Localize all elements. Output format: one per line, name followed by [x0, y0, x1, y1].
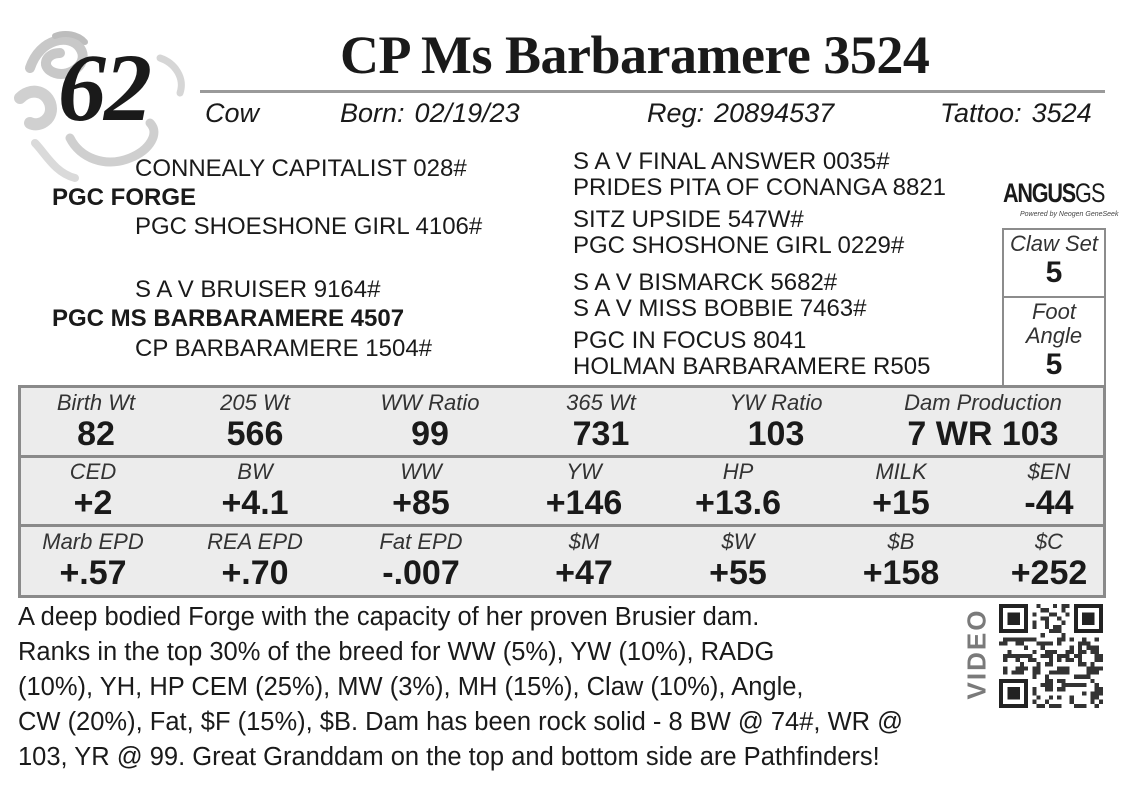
perf-label: $M	[568, 529, 600, 554]
description-line: (10%), YH, HP CEM (25%), MW (3%), MH (15%), Claw (10%), Angle,	[18, 673, 804, 701]
perf-cell	[8, 527, 178, 591]
description-text	[18, 600, 963, 775]
perf-label: YW Ratio	[729, 390, 823, 415]
perf-value: -44	[1024, 484, 1074, 522]
perf-label: 365 Wt	[566, 390, 636, 415]
pedigree-right-3: SITZ UPSIDE 547W#	[573, 206, 804, 233]
foot-angle-cell	[1004, 298, 1104, 386]
perf-value: +252	[1010, 554, 1088, 592]
animal-name-title: CP Ms Barbaramere 3524	[340, 25, 930, 85]
pedigree-right-8: HOLMAN BARBARAMERE R505	[573, 353, 931, 380]
video-label: VIDEO	[961, 608, 992, 700]
pedigree-sire: PGC FORGE	[52, 184, 197, 211]
perf-label: Birth Wt	[56, 390, 136, 415]
lot-number: 62	[58, 34, 150, 141]
perf-value: +13.6	[694, 484, 782, 522]
perf-value: +4.1	[221, 484, 289, 522]
perf-cell	[170, 457, 340, 521]
perf-label: HP	[722, 459, 754, 484]
perf-value: +158	[862, 554, 940, 592]
tattoo-number: 3524	[1031, 98, 1092, 128]
video-link[interactable]	[962, 602, 992, 706]
pedigree-sire-sire: CONNEALY CAPITALIST 028#	[135, 155, 467, 182]
perf-cell	[336, 457, 506, 521]
perf-value: 99	[411, 415, 449, 453]
perf-label: Fat EPD	[379, 529, 463, 554]
reg-field	[647, 100, 834, 127]
angus-gs-logo	[1003, 180, 1105, 207]
logo-tagline: Powered by Neogen GeneSeek	[1020, 211, 1119, 218]
description-line: CW (20%), Fat, $F (15%), $B. Dam has been rock solid - 8 BW @ 74#, WR @	[18, 708, 904, 736]
perf-label: REA EPD	[207, 529, 303, 554]
perf-cell	[336, 527, 506, 591]
perf-value: +.70	[221, 554, 289, 592]
pedigree-right-4: PGC SHOSHONE GIRL 0229#	[573, 232, 905, 259]
perf-value: 82	[77, 415, 115, 453]
pedigree-sire-dam: PGC SHOESHONE GIRL 4106#	[135, 213, 483, 240]
performance-row-carcass-indexes	[21, 527, 1103, 595]
perf-label: $W	[721, 529, 755, 554]
foot-angle-label-2: Angle	[1025, 323, 1083, 348]
pedigree-right-1: S A V FINAL ANSWER 0035#	[573, 148, 890, 175]
perf-value: 731	[572, 415, 630, 453]
perf-cell	[964, 457, 1125, 521]
performance-row-weights	[21, 388, 1103, 458]
perf-label: $C	[1034, 529, 1064, 554]
logo-suffix: GS	[1075, 178, 1105, 208]
claw-set-label: Claw Set	[1009, 231, 1099, 256]
perf-value: 566	[226, 415, 284, 453]
perf-cell	[653, 457, 823, 521]
perf-label: WW	[400, 459, 442, 484]
pedigree-dam: PGC MS BARBARAMERE 4507	[52, 305, 405, 332]
performance-grid	[18, 385, 1106, 598]
perf-label: $B	[887, 529, 915, 554]
pedigree-right-7: PGC IN FOCUS 8041	[573, 327, 807, 354]
perf-value: +146	[545, 484, 623, 522]
animal-type: Cow	[205, 98, 260, 128]
perf-cell	[499, 527, 669, 591]
logo-main: ANGUS	[1003, 178, 1076, 208]
perf-label: BW	[237, 459, 273, 484]
description-line: 103, YR @ 99. Great Granddam on the top and bottom side are Pathfinders!	[18, 743, 880, 771]
perf-value: 7 WR 103	[907, 415, 1059, 453]
description-line: Ranks in the top 30% of the breed for WW (5%), YW (10%), RADG	[18, 638, 775, 666]
perf-value: +2	[73, 484, 113, 522]
perf-cell	[964, 527, 1125, 591]
perf-cell	[653, 527, 823, 591]
perf-cell	[816, 527, 986, 591]
perf-value: -.007	[382, 554, 460, 592]
perf-cell	[691, 388, 861, 452]
claw-set-value: 5	[1045, 256, 1063, 289]
claw-set-cell	[1004, 230, 1104, 298]
perf-label: WW Ratio	[380, 390, 480, 415]
score-box	[1002, 228, 1106, 388]
perf-value: +55	[709, 554, 767, 592]
born-date: 02/19/23	[414, 98, 520, 128]
foot-angle-label-1: Foot	[1031, 299, 1077, 324]
pedigree-dam-sire: S A V BRUISER 9164#	[135, 276, 381, 303]
perf-cell	[816, 457, 986, 521]
perf-value: +47	[555, 554, 613, 592]
pedigree-dam-dam: CP BARBARAMERE 1504#	[135, 335, 433, 362]
born-field	[340, 100, 520, 127]
perf-label: CED	[69, 459, 117, 484]
perf-label: Dam Production	[904, 390, 1062, 415]
description-line: A deep bodied Forge with the capacity of her proven Brusier dam.	[18, 603, 760, 631]
perf-label: $EN	[1027, 459, 1071, 484]
header-divider	[200, 90, 1105, 93]
perf-cell	[499, 457, 669, 521]
reg-number: 20894537	[714, 98, 835, 128]
foot-angle-value: 5	[1045, 348, 1063, 381]
perf-label: MILK	[875, 459, 927, 484]
perf-value: 103	[747, 415, 805, 453]
pedigree-right-2: PRIDES PITA OF CONANGA 8821	[573, 174, 947, 201]
perf-cell	[170, 388, 340, 452]
perf-cell	[345, 388, 515, 452]
pedigree-right-6: S A V MISS BOBBIE 7463#	[573, 295, 867, 322]
perf-cell	[11, 388, 181, 452]
perf-cell	[8, 457, 178, 521]
perf-cell	[873, 388, 1093, 452]
perf-cell	[170, 527, 340, 591]
tattoo-label: Tattoo:	[940, 98, 1022, 128]
perf-value: +85	[392, 484, 450, 522]
perf-label: Marb EPD	[42, 529, 144, 554]
pedigree-right-5: S A V BISMARCK 5682#	[573, 269, 838, 296]
qr-code-icon[interactable]	[998, 604, 1104, 708]
perf-value: +.57	[59, 554, 127, 592]
perf-label: 205 Wt	[220, 390, 290, 415]
performance-row-epds	[21, 457, 1103, 527]
born-label: Born:	[340, 98, 405, 128]
perf-cell	[516, 388, 686, 452]
reg-label: Reg:	[647, 98, 705, 128]
perf-value: +15	[872, 484, 930, 522]
tattoo-field	[940, 100, 1092, 127]
perf-label: YW	[566, 459, 602, 484]
